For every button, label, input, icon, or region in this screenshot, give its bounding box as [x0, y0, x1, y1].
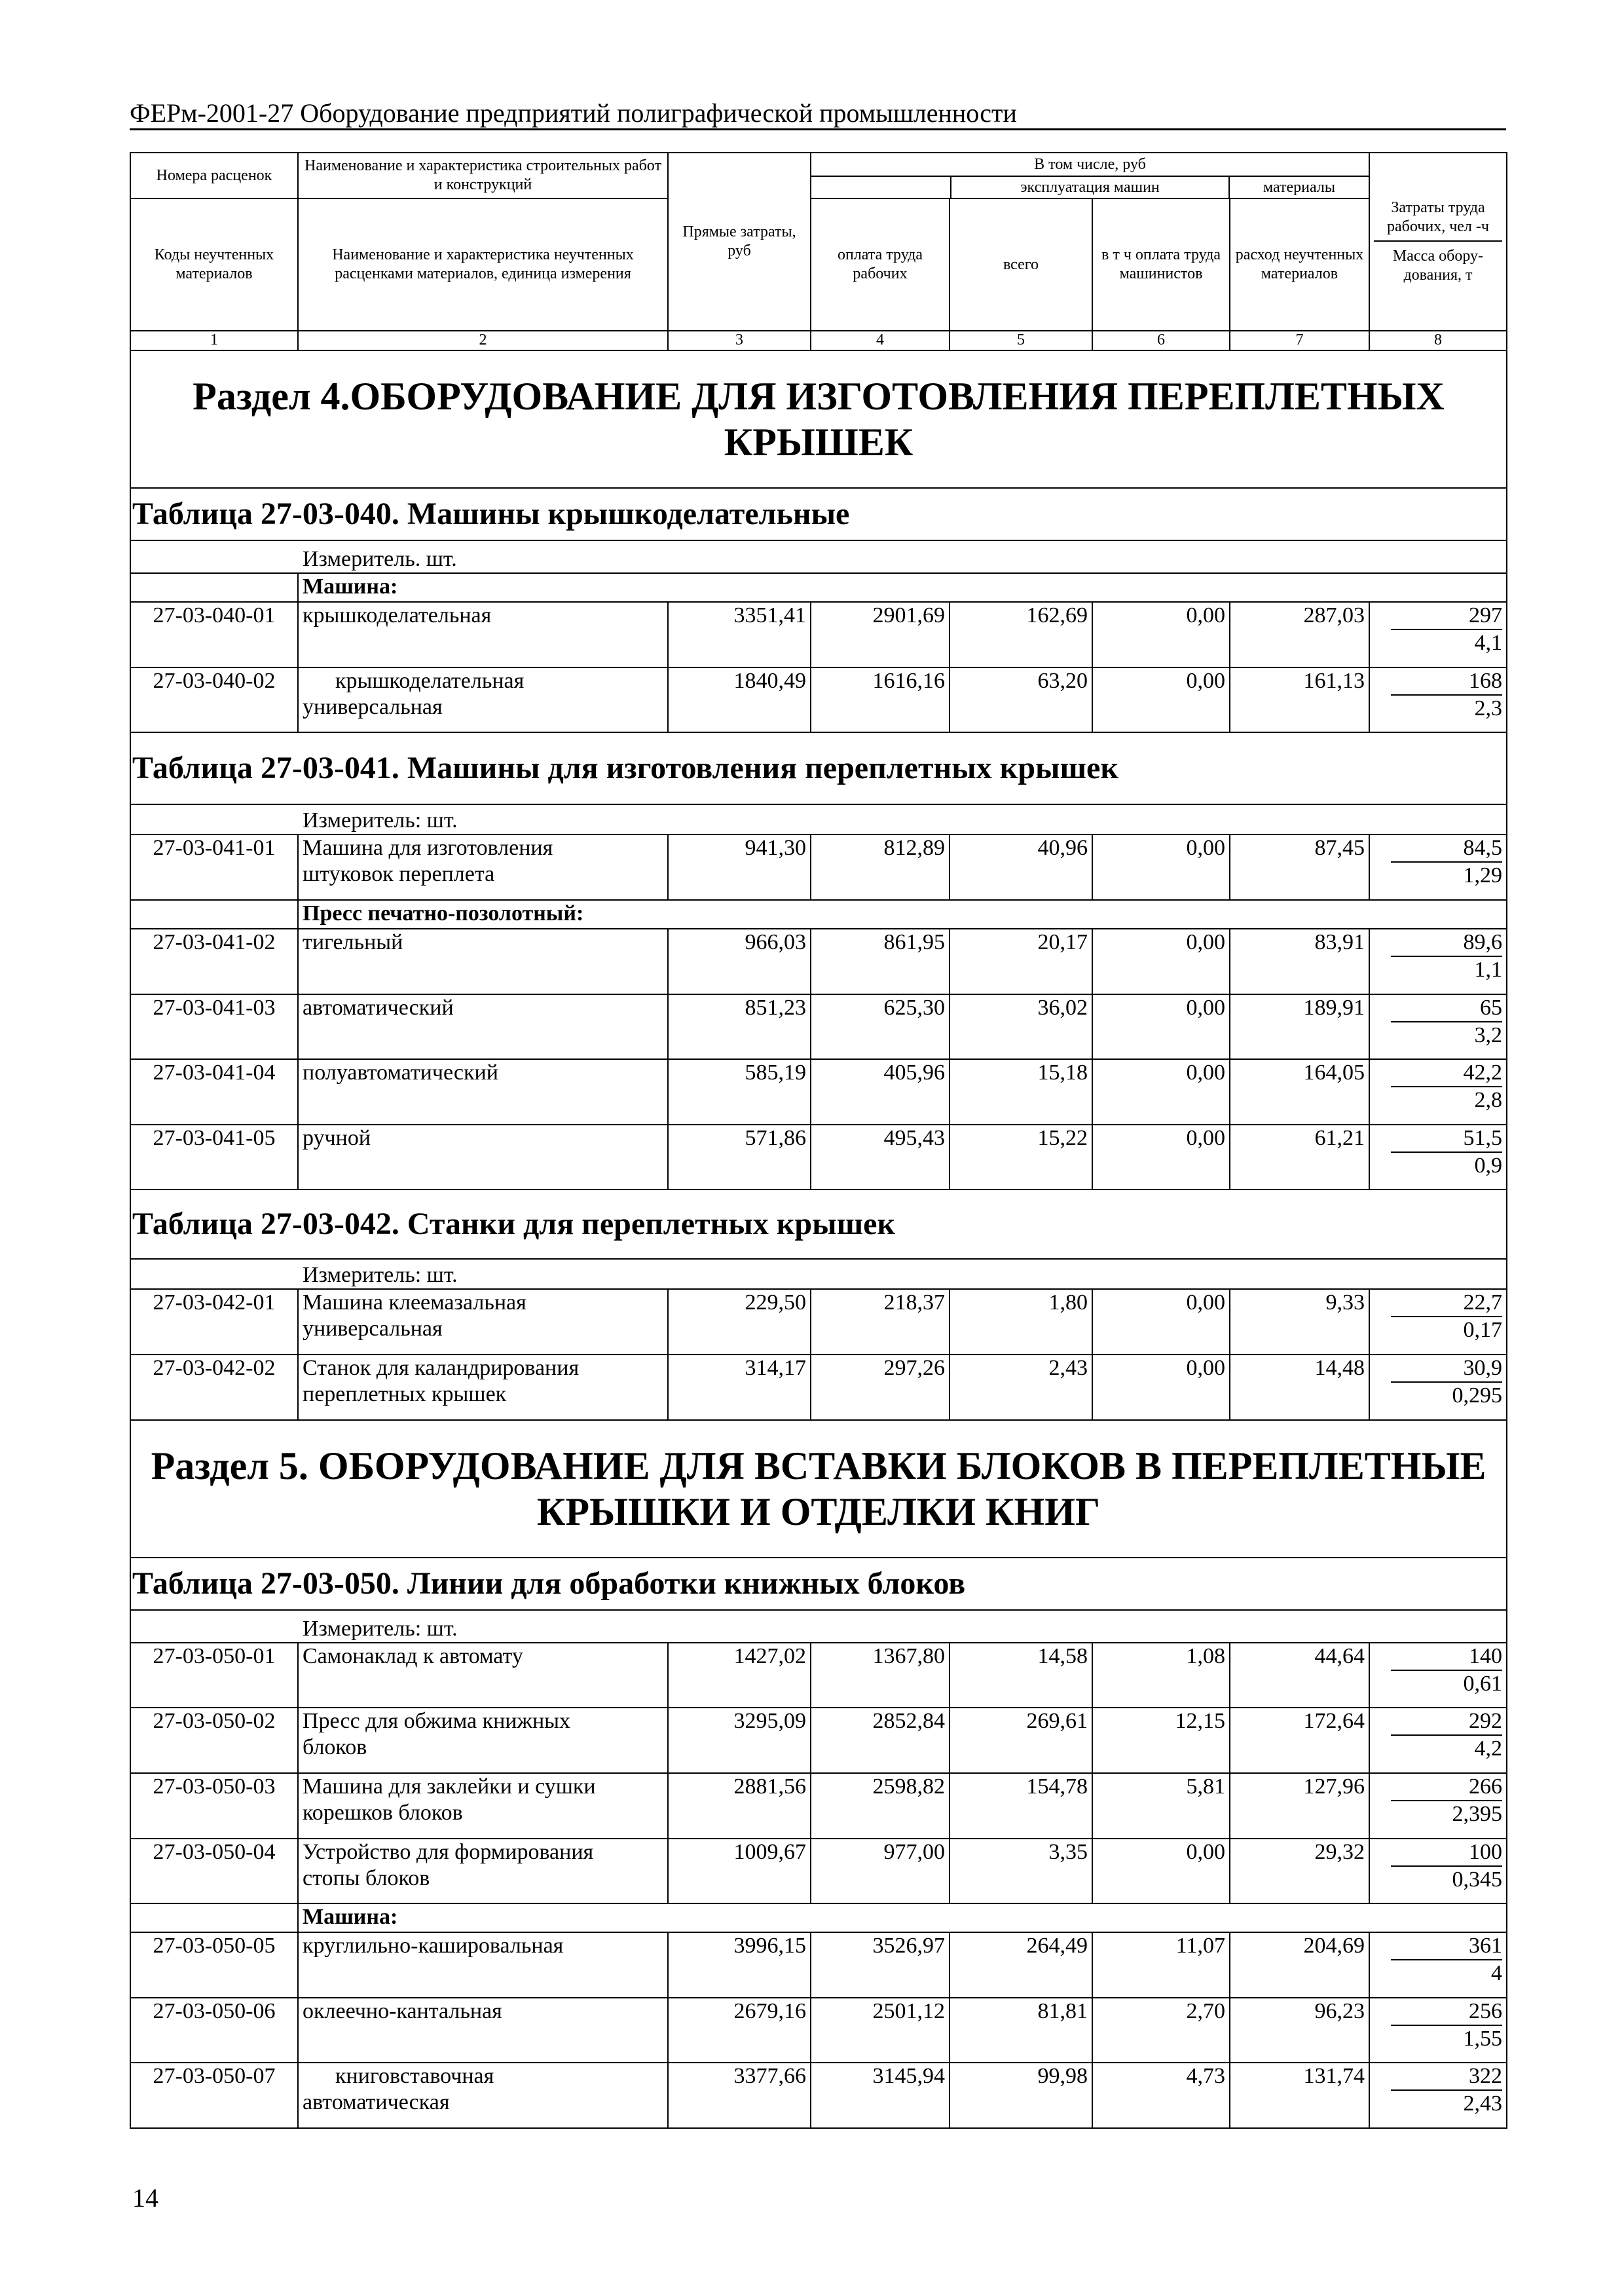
table-042-measure: Измеритель: шт.: [130, 1259, 1507, 1289]
direct-cost: 2881,56: [668, 1773, 811, 1839]
labor-mass-cell: [1369, 1708, 1507, 1773]
labor-value: 322: [1391, 2063, 1502, 2091]
rate-name: Машина для изготовления: [303, 836, 553, 861]
mass-value: 1,55: [1463, 2026, 1502, 2051]
th-labor-mass: [1369, 153, 1507, 331]
machine-total: 15,18: [950, 1059, 1092, 1125]
rate-name-2: автоматическая: [303, 2090, 450, 2115]
rate-name-cell: [298, 834, 668, 900]
rate-code: 27-03-041-04: [130, 1059, 298, 1125]
rate-name-2: корешков блоков: [303, 1800, 463, 1825]
document-header: ФЕРм-2001-27 Оборудование предприятий полиграфической промышленности: [130, 98, 1506, 130]
col-num-6: 6: [1092, 331, 1230, 350]
direct-cost: 3351,41: [668, 602, 811, 667]
rate-name-2: стопы блоков: [303, 1865, 430, 1890]
materials-cost: 9,33: [1230, 1289, 1369, 1355]
labor-mass-cell: [1369, 1839, 1507, 1904]
operator-wages: 0,00: [1092, 1839, 1230, 1904]
table-row: [130, 1839, 1507, 1904]
machine-total: 3,35: [950, 1839, 1092, 1904]
operator-wages: 0,00: [1092, 1059, 1230, 1125]
operator-wages: 1,08: [1092, 1643, 1230, 1708]
table-040-measure: Измеритель. шт.: [130, 540, 1507, 573]
materials-cost: 83,91: [1230, 929, 1369, 994]
rate-name: оклеечно-кантальная: [298, 1998, 668, 2063]
machine-total: 264,49: [950, 1932, 1092, 1998]
rate-code: 27-03-050-03: [130, 1773, 298, 1839]
table-row: [130, 1708, 1507, 1773]
table-041-measure: Измеритель: шт.: [130, 804, 1507, 834]
table-row: [130, 602, 1507, 667]
table-row: [130, 2063, 1507, 2128]
rate-name: тигельный: [298, 929, 668, 994]
labor-value: 168: [1391, 668, 1502, 696]
operator-wages: 0,00: [1092, 667, 1230, 733]
labor-value: 266: [1391, 1774, 1502, 1801]
machine-total: 36,02: [950, 994, 1092, 1060]
th-mass: Масса обору-дования, т: [1392, 248, 1484, 284]
labor-value: 292: [1391, 1708, 1502, 1736]
materials-cost: 44,64: [1230, 1643, 1369, 1708]
th-material-codes: Коды неучтенных материалов: [130, 198, 298, 331]
labor-value: 89,6: [1391, 929, 1502, 957]
table-040-subgroup: Машина:: [298, 573, 1507, 602]
machine-total: 20,17: [950, 929, 1092, 994]
mass-value: 1,29: [1463, 863, 1502, 888]
mass-value: 0,17: [1463, 1318, 1502, 1343]
rate-name: Устройство для формирования: [303, 1839, 594, 1864]
table-row: [130, 1643, 1507, 1708]
worker-wages: 297,26: [811, 1355, 950, 1420]
machine-total: 40,96: [950, 834, 1092, 900]
mass-value: 2,8: [1474, 1088, 1502, 1113]
rate-name-cell: [298, 1289, 668, 1355]
operator-wages: 4,73: [1092, 2063, 1230, 2128]
operator-wages: 11,07: [1092, 1932, 1230, 1998]
machine-total: 14,58: [950, 1643, 1092, 1708]
materials-cost: 131,74: [1230, 2063, 1369, 2128]
th-labor: Затраты труда рабочих, чел -ч: [1374, 198, 1502, 242]
table-row: [130, 1932, 1507, 1998]
materials-cost: 87,45: [1230, 834, 1369, 900]
materials-cost: 14,48: [1230, 1355, 1369, 1420]
operator-wages: 0,00: [1092, 994, 1230, 1060]
col-num-4: 4: [811, 331, 950, 350]
labor-mass-cell: [1369, 1059, 1507, 1125]
labor-value: 65: [1391, 995, 1502, 1022]
rate-name: крышкоделательная: [335, 668, 525, 693]
labor-value: 140: [1391, 1643, 1502, 1671]
th-material-name: Наименование и характеристика неучтенных расценками материалов, единица измерения: [298, 198, 668, 331]
th-operator-wages: в т ч оплата труда машинистов: [1092, 198, 1230, 331]
table-041-subgroup: Пресс печатно-позолотный:: [298, 900, 1507, 929]
rate-name-cell: [298, 1773, 668, 1839]
materials-cost: 189,91: [1230, 994, 1369, 1060]
operator-wages: 0,00: [1092, 834, 1230, 900]
operator-wages: 0,00: [1092, 1289, 1230, 1355]
mass-value: 4,1: [1474, 631, 1502, 655]
rate-code: 27-03-041-03: [130, 994, 298, 1060]
materials-cost: 61,21: [1230, 1125, 1369, 1190]
rate-code: 27-03-050-01: [130, 1643, 298, 1708]
rate-code: 27-03-041-01: [130, 834, 298, 900]
table-050-subgroup: Машина:: [298, 1903, 1507, 1932]
rate-name-cell: [298, 1839, 668, 1904]
table-row: [130, 1998, 1507, 2063]
mass-value: 0,345: [1452, 1867, 1502, 1892]
col-num-1: 1: [130, 331, 298, 350]
operator-wages: 12,15: [1092, 1708, 1230, 1773]
th-machine-operation: эксплуатация машин: [951, 177, 1230, 198]
rate-name-2: универсальная: [303, 1317, 443, 1341]
operator-wages: 0,00: [1092, 602, 1230, 667]
direct-cost: 1009,67: [668, 1839, 811, 1904]
rate-code: 27-03-042-01: [130, 1289, 298, 1355]
worker-wages: 977,00: [811, 1839, 950, 1904]
labor-mass-cell: [1369, 1998, 1507, 2063]
rates-table-container: [130, 152, 1506, 2129]
worker-wages: 1367,80: [811, 1643, 950, 1708]
machine-total: 81,81: [950, 1998, 1092, 2063]
direct-cost: 1840,49: [668, 667, 811, 733]
rate-name: автоматический: [298, 994, 668, 1060]
operator-wages: 2,70: [1092, 1998, 1230, 2063]
mass-value: 2,3: [1474, 696, 1502, 721]
col-num-7: 7: [1230, 331, 1369, 350]
th-worker-wages: оплата труда рабочих: [811, 198, 950, 331]
materials-cost: 172,64: [1230, 1708, 1369, 1773]
th-direct-costs: Прямые затраты, руб: [668, 153, 811, 331]
section-5-title: Раздел 5. ОБОРУДОВАНИЕ ДЛЯ ВСТАВКИ БЛОКОВ В ПЕРЕПЛЕТНЫЕ КРЫШКИ И ОТДЕЛКИ КНИГ: [130, 1420, 1507, 1558]
table-042-title: Таблица 27-03-042. Станки для переплетных крышек: [130, 1189, 1507, 1259]
col-num-5: 5: [950, 331, 1092, 350]
rate-name: круглильно-каширoвальная: [298, 1932, 668, 1998]
mass-value: 0,295: [1452, 1383, 1502, 1408]
operator-wages: 0,00: [1092, 929, 1230, 994]
rate-name: книговставочная: [335, 2064, 494, 2089]
machine-total: 154,78: [950, 1773, 1092, 1839]
materials-cost: 96,23: [1230, 1998, 1369, 2063]
worker-wages: 218,37: [811, 1289, 950, 1355]
direct-cost: 941,30: [668, 834, 811, 900]
mass-value: 2,43: [1463, 2091, 1502, 2116]
rate-name-cell: [298, 667, 668, 733]
mass-value: 1,1: [1474, 957, 1502, 982]
table-row: [130, 994, 1507, 1060]
table-050-title: Таблица 27-03-050. Линии для обработки книжных блоков: [130, 1558, 1507, 1610]
worker-wages: 625,30: [811, 994, 950, 1060]
labor-value: 22,7: [1391, 1290, 1502, 1317]
direct-cost: 851,23: [668, 994, 811, 1060]
labor-value: 361: [1391, 1933, 1502, 1960]
worker-wages: 861,95: [811, 929, 950, 994]
table-row: [130, 667, 1507, 733]
rate-name-cell: [298, 1355, 668, 1420]
rate-code: 27-03-041-02: [130, 929, 298, 994]
table-040-title: Таблица 27-03-040. Машины крышкоделательные: [130, 488, 1507, 540]
direct-cost: 229,50: [668, 1289, 811, 1355]
col-num-2: 2: [298, 331, 668, 350]
mass-value: 3,2: [1474, 1022, 1502, 1047]
direct-cost: 966,03: [668, 929, 811, 994]
labor-mass-cell: [1369, 2063, 1507, 2128]
operator-wages: 5,81: [1092, 1773, 1230, 1839]
direct-cost: 585,19: [668, 1059, 811, 1125]
rate-name: Станок для каландрирования: [303, 1356, 580, 1380]
materials-cost: 204,69: [1230, 1932, 1369, 1998]
rate-code: 27-03-041-05: [130, 1125, 298, 1190]
mass-value: 0,61: [1463, 1671, 1502, 1696]
th-machines-total: всего: [950, 198, 1092, 331]
rate-code: 27-03-050-02: [130, 1708, 298, 1773]
labor-mass-cell: [1369, 667, 1507, 733]
labor-mass-cell: [1369, 834, 1507, 900]
direct-cost: 1427,02: [668, 1643, 811, 1708]
direct-cost: 2679,16: [668, 1998, 811, 2063]
mass-value: 4: [1491, 1961, 1502, 1986]
operator-wages: 0,00: [1092, 1125, 1230, 1190]
worker-wages: 3145,94: [811, 2063, 950, 2128]
rate-name: Пресс для обжима книжных: [303, 1709, 571, 1734]
th-materials: материалы: [1263, 179, 1335, 196]
rate-name: Машина клеемазальная: [303, 1290, 526, 1315]
rate-name: полуавтоматический: [298, 1059, 668, 1125]
direct-cost: 3996,15: [668, 1932, 811, 1998]
labor-value: 256: [1391, 1998, 1502, 2026]
table-041-title: Таблица 27-03-041. Машины для изготовления переплетных крышек: [130, 732, 1507, 804]
th-rate-numbers: Номера расценок: [130, 153, 298, 198]
labor-mass-cell: [1369, 1289, 1507, 1355]
direct-cost: 314,17: [668, 1355, 811, 1420]
rate-code: 27-03-042-02: [130, 1355, 298, 1420]
machine-total: 63,20: [950, 667, 1092, 733]
rate-name: крышкоделательная: [298, 602, 668, 667]
mass-value: 0,9: [1474, 1153, 1502, 1178]
materials-cost: 161,13: [1230, 667, 1369, 733]
direct-cost: 3295,09: [668, 1708, 811, 1773]
worker-wages: 405,96: [811, 1059, 950, 1125]
machine-total: 99,98: [950, 2063, 1092, 2128]
th-work-name: Наименование и характеристика строительных работ и конструкций: [298, 153, 668, 198]
labor-value: 51,5: [1391, 1125, 1502, 1153]
materials-cost: 164,05: [1230, 1059, 1369, 1125]
rate-name-2: штуковок переплета: [303, 862, 495, 887]
labor-mass-cell: [1369, 994, 1507, 1060]
rate-code: 27-03-050-05: [130, 1932, 298, 1998]
rate-code: 27-03-050-07: [130, 2063, 298, 2128]
rate-name: Машина для заклейки и сушки: [303, 1774, 596, 1799]
rate-name-2: универсальная: [303, 694, 443, 719]
machine-total: 269,61: [950, 1708, 1092, 1773]
rate-name-2: блоков: [303, 1735, 367, 1760]
worker-wages: 3526,97: [811, 1932, 950, 1998]
rate-code: 27-03-040-02: [130, 667, 298, 733]
labor-mass-cell: [1369, 602, 1507, 667]
materials-cost: 29,32: [1230, 1839, 1369, 1904]
labor-value: 30,9: [1391, 1355, 1502, 1383]
materials-cost: 287,03: [1230, 602, 1369, 667]
rates-table: [130, 152, 1507, 2129]
table-row: [130, 1355, 1507, 1420]
operator-wages: 0,00: [1092, 1355, 1230, 1420]
th-including: В том числе, руб: [811, 153, 1369, 177]
mass-value: 4,2: [1474, 1736, 1502, 1761]
direct-cost: 571,86: [668, 1125, 811, 1190]
rate-name: Самонаклад к автомату: [298, 1643, 668, 1708]
labor-mass-cell: [1369, 1932, 1507, 1998]
rate-name-2: переплетных крышек: [303, 1382, 507, 1406]
labor-value: 297: [1391, 603, 1502, 630]
labor-value: 84,5: [1391, 835, 1502, 863]
page-number: 14: [132, 2183, 158, 2213]
labor-mass-cell: [1369, 1643, 1507, 1708]
labor-mass-cell: [1369, 1125, 1507, 1190]
rate-name-cell: [298, 1708, 668, 1773]
worker-wages: 1616,16: [811, 667, 950, 733]
rate-code: 27-03-050-04: [130, 1839, 298, 1904]
col-num-3: 3: [668, 331, 811, 350]
worker-wages: 2852,84: [811, 1708, 950, 1773]
direct-cost: 3377,66: [668, 2063, 811, 2128]
machine-total: 15,22: [950, 1125, 1092, 1190]
table-row: [130, 834, 1507, 900]
table-050-measure: Измеритель: шт.: [130, 1610, 1507, 1643]
machine-total: 2,43: [950, 1355, 1092, 1420]
rate-name-cell: [298, 2063, 668, 2128]
machine-total: 1,80: [950, 1289, 1092, 1355]
rate-name: ручной: [298, 1125, 668, 1190]
labor-value: 100: [1391, 1839, 1502, 1867]
labor-mass-cell: [1369, 929, 1507, 994]
labor-value: 42,2: [1391, 1060, 1502, 1087]
table-row: [130, 929, 1507, 994]
worker-wages: 495,43: [811, 1125, 950, 1190]
worker-wages: 2901,69: [811, 602, 950, 667]
worker-wages: 2501,12: [811, 1998, 950, 2063]
th-material-consumption: расход неучтенных материалов: [1230, 198, 1369, 331]
worker-wages: 2598,82: [811, 1773, 950, 1839]
materials-cost: 127,96: [1230, 1773, 1369, 1839]
machine-total: 162,69: [950, 602, 1092, 667]
table-row: [130, 1773, 1507, 1839]
labor-mass-cell: [1369, 1773, 1507, 1839]
worker-wages: 812,89: [811, 834, 950, 900]
mass-value: 2,395: [1452, 1801, 1502, 1826]
table-row: [130, 1125, 1507, 1190]
col-num-8: 8: [1369, 331, 1507, 350]
table-row: [130, 1289, 1507, 1355]
section-4-title: Раздел 4.ОБОРУДОВАНИЕ ДЛЯ ИЗГОТОВЛЕНИЯ ПЕРЕПЛЕТНЫХ КРЫШЕК: [130, 350, 1507, 488]
rate-code: 27-03-040-01: [130, 602, 298, 667]
th-including-group: [811, 153, 1369, 198]
table-row: [130, 1059, 1507, 1125]
rate-code: 27-03-050-06: [130, 1998, 298, 2063]
labor-mass-cell: [1369, 1355, 1507, 1420]
